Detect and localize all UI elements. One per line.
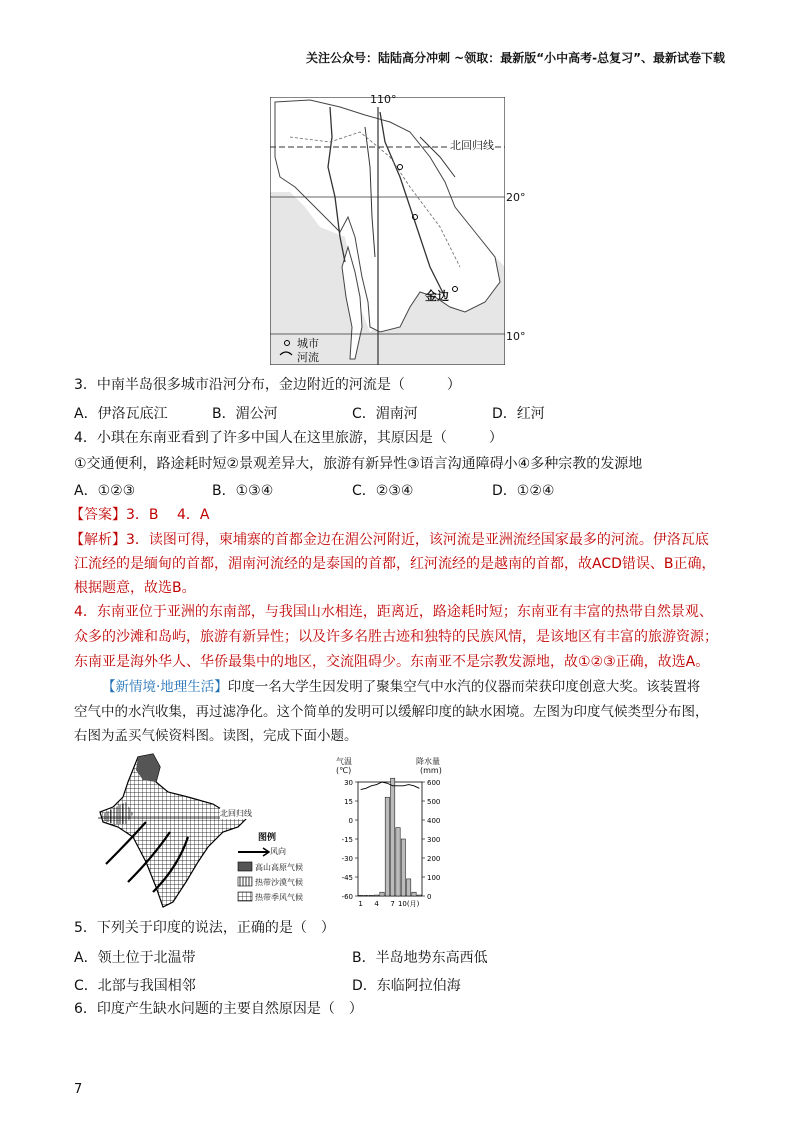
precip-bar [375, 895, 379, 896]
answer-line [70, 505, 209, 525]
precip-bar [391, 778, 395, 896]
x-tick-label: 10(月) [397, 900, 420, 908]
india-tropic-label: 北回归线 [220, 809, 252, 818]
precip-bar [385, 797, 389, 896]
india-map-svg [98, 752, 313, 912]
left-tick-label: -15 [341, 836, 353, 844]
page-number: 7 [74, 1082, 83, 1097]
q3-option-a: A．伊洛瓦底江 [74, 406, 168, 422]
indochina-map [270, 93, 526, 365]
right-tick-label: 200 [427, 855, 441, 863]
right-tick-label: 400 [427, 817, 441, 825]
analysis-line-1 [70, 530, 709, 550]
left-tick-label: 0 [348, 817, 353, 825]
analysis-line-2: 江流经的是缅甸的首都，湄南河流经的是泰国的首都，红河流经的是越南的首都，故ACD错误、B正确， [74, 556, 716, 572]
analysis-line-5: 众多的沙滩和岛屿，旅游有新异性；以及许多名胜古迹和独特的民族风情，是该地区有丰富的旅游资源； [74, 629, 718, 645]
page-header: 关注公众号：陆陆高分冲刺 ~领取：最新版“小中高考-总复习”、最新试卷下载 [306, 51, 725, 65]
answer-text: 3．B 4．A [126, 507, 210, 523]
analysis-line-3: 根据题意，故选B。 [74, 580, 196, 596]
right-tick-label: 0 [427, 893, 432, 901]
india-legend-monsoon: 热带季风气候 [255, 893, 303, 902]
q3-option-c: C．湄南河 [352, 406, 418, 422]
analysis-line-6: 东南亚是海外华人、华侨最集中的地区，交流阻碍少。东南亚不是宗教发源地，故①②③正确，故选A。 [74, 654, 710, 670]
lat-20-label: 20° [506, 191, 526, 204]
x-tick-label: 7 [390, 900, 395, 908]
precip-bar [401, 839, 405, 896]
india-legend-title: 图例 [258, 833, 277, 843]
right-tick-label: 500 [427, 798, 441, 806]
q4-option-c: C．②③④ [352, 483, 414, 499]
intro-line-1 [102, 677, 700, 697]
left-tick-label: -60 [341, 893, 353, 901]
q6-stem: 6．印度产生缺水问题的主要自然原因是（ ） [74, 1001, 363, 1017]
left-tick-label: 15 [344, 798, 353, 806]
india-legend-desert: 热带沙漠气候 [255, 878, 303, 887]
q5-option-b: B．半岛地势东高西低 [352, 950, 488, 966]
precip-bar [396, 828, 400, 896]
q3-stem: 3．中南半岛很多城市沿河分布，金边附近的河流是（ ） [74, 377, 461, 393]
q4-option-a: A．①②③ [74, 483, 136, 499]
q4-option-b: B．①③④ [212, 483, 274, 499]
q4-stem: 4．小琪在东南亚看到了许多中国人在这里旅游，其原因是（ ） [74, 430, 503, 446]
city-phnom-penh-label: 金边 [425, 289, 450, 303]
answer-tag: 【答案】 [70, 507, 126, 523]
precip-bar [380, 892, 384, 896]
analysis-tag: 【解析】 [70, 532, 126, 548]
intro-tag: 【新情境·地理生活】 [102, 679, 228, 695]
right-tick-label: 100 [427, 874, 441, 882]
chart-left-unit: (℃) [336, 766, 352, 775]
q3-option-b: B．湄公河 [212, 406, 278, 422]
q5-option-d: D．东临阿拉伯海 [352, 978, 461, 994]
chart-frame [358, 782, 422, 896]
india-legend-highland: 高山高原气候 [255, 863, 303, 872]
right-tick-label: 600 [427, 779, 441, 787]
tropic-label: 北回归线 [450, 139, 494, 152]
left-tick-label: 30 [344, 779, 353, 787]
intro-line-2: 空气中的水汽收集，再过滤净化。这个简单的发明可以缓解印度的缺水困境。左图为印度气候类型分布图， [74, 704, 709, 720]
x-tick-label: 4 [374, 900, 379, 908]
intro-line-3: 右图为孟买气候资料图。读图，完成下面小题。 [74, 728, 358, 744]
legend-city-label: 城市 [297, 337, 319, 350]
intro-text-1: 印度一名大学生因发明了聚集空气中水汽的仪器而荣获印度创意大奖。该装置将 [227, 679, 701, 695]
q4-statement: ①交通便利，路途耗时短②景观差异大，旅游有新异性③语言沟通障碍小④多种宗教的发源地 [74, 456, 643, 472]
chart-right-axis-label: 降水量 [416, 757, 440, 766]
q5-option-a: A．领土位于北温带 [74, 950, 196, 966]
left-tick-label: -30 [341, 855, 353, 863]
q4-option-d: D．①②④ [492, 483, 555, 499]
precip-bar [412, 892, 416, 896]
precip-bar [369, 895, 373, 896]
q3-option-d: D．红河 [492, 406, 545, 422]
q5-option-c: C．北部与我国相邻 [74, 978, 196, 994]
india-climate-map [98, 752, 313, 912]
precip-bar [364, 895, 368, 896]
right-tick-label: 300 [427, 836, 441, 844]
temperature-line [361, 782, 420, 790]
precip-bar [359, 895, 363, 896]
left-tick-label: -45 [341, 874, 353, 882]
mumbai-climate-chart [330, 756, 450, 916]
q5-stem: 5．下列关于印度的说法，正确的是（ ） [74, 920, 335, 936]
lon-110-label: 110° [370, 93, 397, 106]
chart-right-unit: (mm) [420, 766, 442, 775]
analysis-line-4: 4．东南亚位于亚洲的东南部，与我国山水相连，距离近，路途耗时短；东南亚有丰富的热带自然景观、 [74, 604, 713, 620]
lat-10-label: 10° [506, 330, 526, 343]
india-legend-wind: 风向 [270, 847, 286, 856]
chart-left-axis-label: 气温 [336, 757, 352, 766]
climate-chart-svg [330, 756, 450, 916]
legend-river-label: 河流 [297, 351, 319, 364]
precip-bar [417, 895, 421, 896]
precip-bar [407, 879, 411, 896]
x-tick-label: 1 [358, 900, 363, 908]
analysis-text-1: 3．读图可得，柬埔寨的首都金边在湄公河附近，该河流是亚洲流经国家最多的河流。伊洛瓦底 [126, 532, 709, 548]
